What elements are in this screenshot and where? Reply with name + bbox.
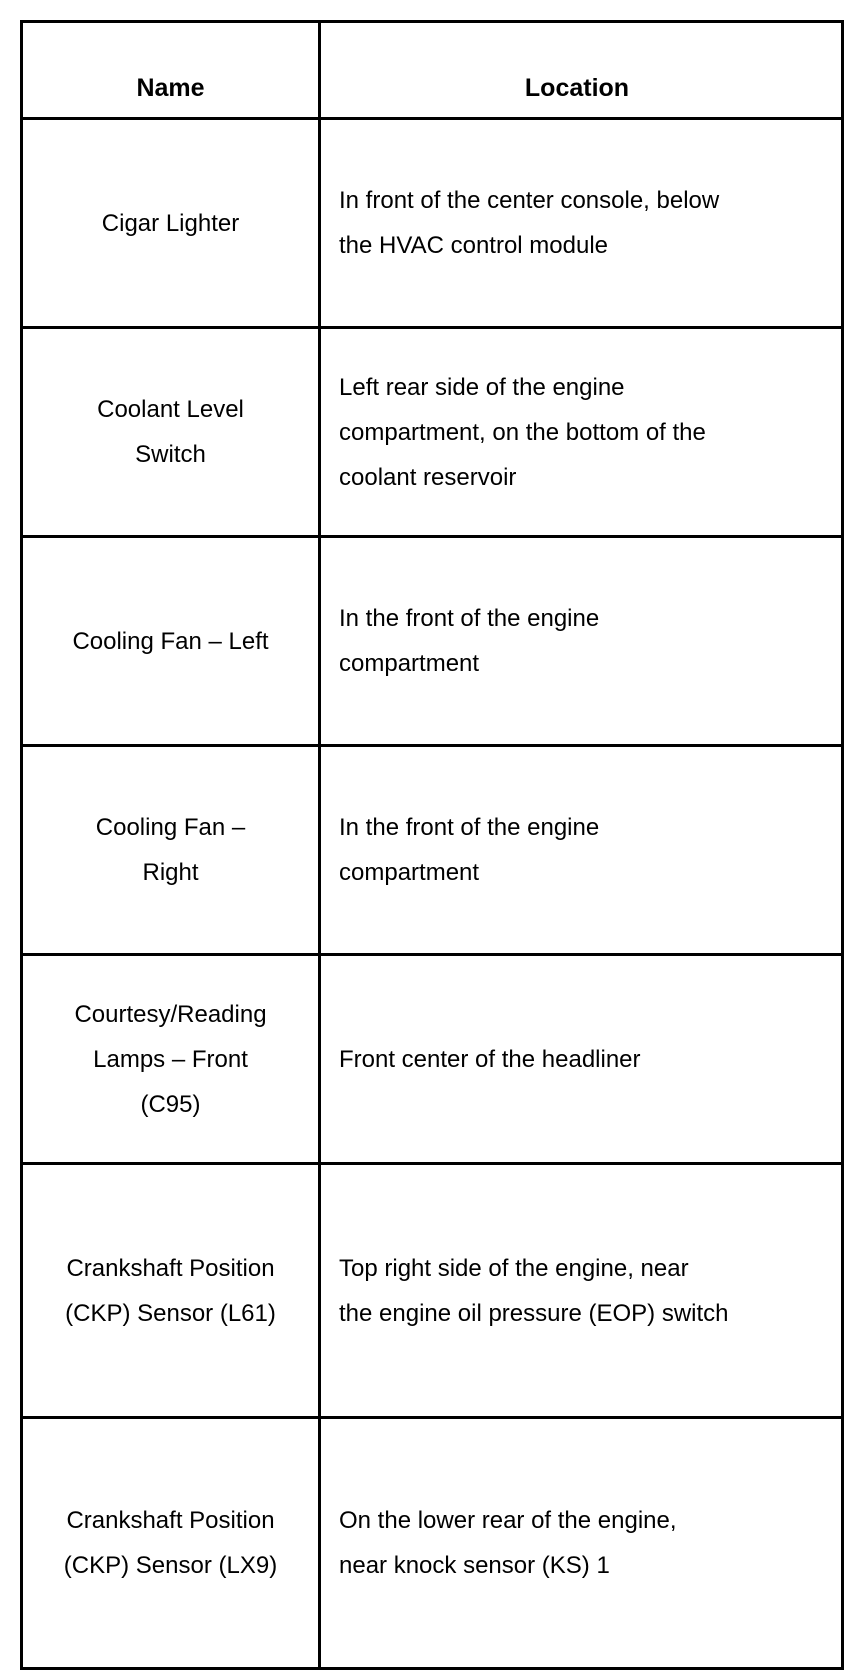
- row-5-name: Courtesy/Reading Lamps – Front (C95): [23, 956, 321, 1165]
- row-2-name: Coolant Level Switch: [23, 329, 321, 538]
- row-6-location: Top right side of the engine, near the engine oil pressure (EOP) switch: [321, 1165, 841, 1419]
- row-2-location: Left rear side of the engine compartment, on the bottom of the coolant reservoir: [321, 329, 841, 538]
- row-7-location: On the lower rear of the engine, near knock sensor (KS) 1: [339, 1507, 677, 1579]
- row-1-location: In front of the center console, below the HVAC control module: [321, 120, 841, 329]
- row-1-name: Cigar Lighter: [23, 120, 321, 329]
- row-7-name: Crankshaft Position (CKP) Sensor (LX9): [23, 1419, 321, 1667]
- column-header-location: Location: [321, 23, 841, 120]
- row-4-location: In the front of the engine compartment: [321, 747, 841, 956]
- row-5-location: Front center of the headliner: [321, 956, 841, 1165]
- row-6-name: Crankshaft Position (CKP) Sensor (L61): [23, 1165, 321, 1419]
- row-3-name: Cooling Fan – Left: [23, 538, 321, 747]
- row-4-name: Cooling Fan – Right: [23, 747, 321, 956]
- column-header-name: Name: [23, 23, 321, 120]
- row-3-location: In the front of the engine compartment: [321, 538, 841, 747]
- component-location-table: [20, 20, 844, 1670]
